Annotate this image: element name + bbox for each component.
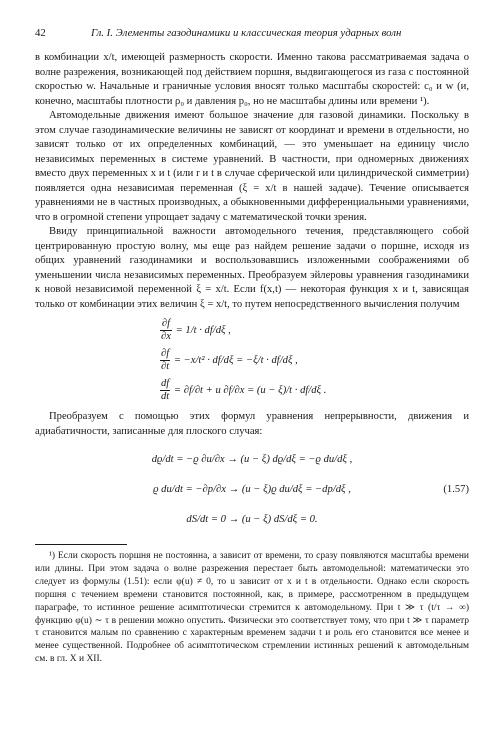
adiabatic-equation: dS/dt = 0 → (u − ξ) dS/dξ = 0. xyxy=(186,514,318,525)
equation-number: (1.57) xyxy=(443,484,469,495)
running-title: Гл. I. Элементы газодинамики и классическая теория ударных волн xyxy=(91,27,402,39)
running-header xyxy=(35,26,469,40)
motion-equation: ϱ du/dt = −∂p/∂x → (u − ξ)ϱ du/dξ = −dp/dξ , xyxy=(153,484,351,495)
page-number: 42 xyxy=(35,27,46,39)
footnote: ¹) Если скорость поршня не постоянна, а зависит от времени, то сразу появляются масштабы времени или длины. При этом задача о волне разрежения перестает быть автомодельной: математически это следует из формулы (1.51): если φ(u) ≠ 0, то u зависит от x и t в отдельности. Однако если скорость поршня с течением времени становится постоянной, как, в примере, рассмотренном в предыдущем параграфе, то истинное решение асимптотически стремится к автомодельному. При t ≫ τ (t/τ → ∞) функцию φ(u) ∼ τ в решении можно опустить. Физически это соответствует тому, что при t ≫ τ параметр τ становится малым по сравнению с характерным временем задачи t и роль его становится все менее и менее существенной. Подробнее об асимптотическом стремлении истинных решений к автомодельным см. в гл. X и XII. xyxy=(35,551,469,665)
footnote-rule xyxy=(35,544,127,545)
equation-rhs: = ∂f/∂t + u ∂f/∂x = (u − ξ)/t · df/dξ . xyxy=(173,385,327,396)
lhs-numerator: df xyxy=(161,378,170,390)
motion-equation-row xyxy=(35,475,469,505)
paragraph-3: Ввиду принципиальной важности автомодельного течения, представляющего собой центрированную простую волну, мы еще раз найдем решение задачи о поршне, исходя из общих уравнений газодинамики и воспользовавшись изложенными соображениями об уменьшении числа независимых переменных. Преобразуем эйлеровы уравнения газодинамики к новой независимой переменной ξ = x/t. Если f(x,t) — некоторая функция x и t, зависящая только от комбинации этих величин ξ = x/t, то путем непосредственного вычисления получим xyxy=(35,226,469,310)
equation-row xyxy=(159,376,469,406)
lhs-numerator: ∂f xyxy=(161,348,170,360)
equation-rhs: = −x/t² · df/dξ = −ξ/t · df/dξ , xyxy=(173,355,298,366)
lhs-denominator: ∂t xyxy=(161,361,170,373)
paragraph-1: в комбинации x/t, имеющей размерность скорости. Именно такова рассматриваемая задача о волне разрежения, возникающей под действием поршня, выдвигающегося из газа с постоянной скоростью w. Начальные и граничные условия вносят только масштабы скоростей: c₀ и w (и, конечно, масштабы плотности ρ₀ и давления p₀, но не масштабы длины или времени ¹). xyxy=(35,52,469,107)
lhs-denominator: ∂x xyxy=(161,331,171,343)
lhs-fraction xyxy=(160,378,170,403)
paragraph-4: Преобразуем с помощью этих формул уравнения непрерывности, движения и адиабатичности, записанные для плоского случая: xyxy=(35,411,469,437)
lhs-fraction xyxy=(160,348,170,373)
continuity-equation: dϱ/dt = −ϱ ∂u/∂x → (u − ξ) dϱ/dξ = −ϱ du/dξ , xyxy=(151,454,353,465)
lhs-numerator: ∂f xyxy=(161,318,171,330)
paragraph-2: Автомодельные движения имеют большое значение для газовой динамики. Поскольку в этом случае газодинамические величины не зависят от координат и времени в отдельности, но зависят только от их определенных комбинаций, — это уменьшает на единицу число независимых переменных в системе уравнений. В частности, при одномерных движениях вместо двух переменных x и t (или r и t в случае сферической или цилиндрической симметрии) появляется одна независимая переменная (ξ = x/t в нашей задаче). Течение описывается уравнениями не в частных производных, а обыкновенными дифференциальными уравнениями, что в огромной степени упрощает задачу с математической точки зрения. xyxy=(35,110,469,223)
lhs-fraction xyxy=(160,318,172,343)
lhs-denominator: dt xyxy=(161,391,170,403)
equation-rhs: = 1/t · df/dξ , xyxy=(175,325,231,336)
derivative-equations xyxy=(159,316,469,406)
page-body xyxy=(35,51,469,666)
equation-row xyxy=(159,316,469,346)
gasdynamic-equations xyxy=(35,445,469,535)
equation-row xyxy=(159,346,469,376)
